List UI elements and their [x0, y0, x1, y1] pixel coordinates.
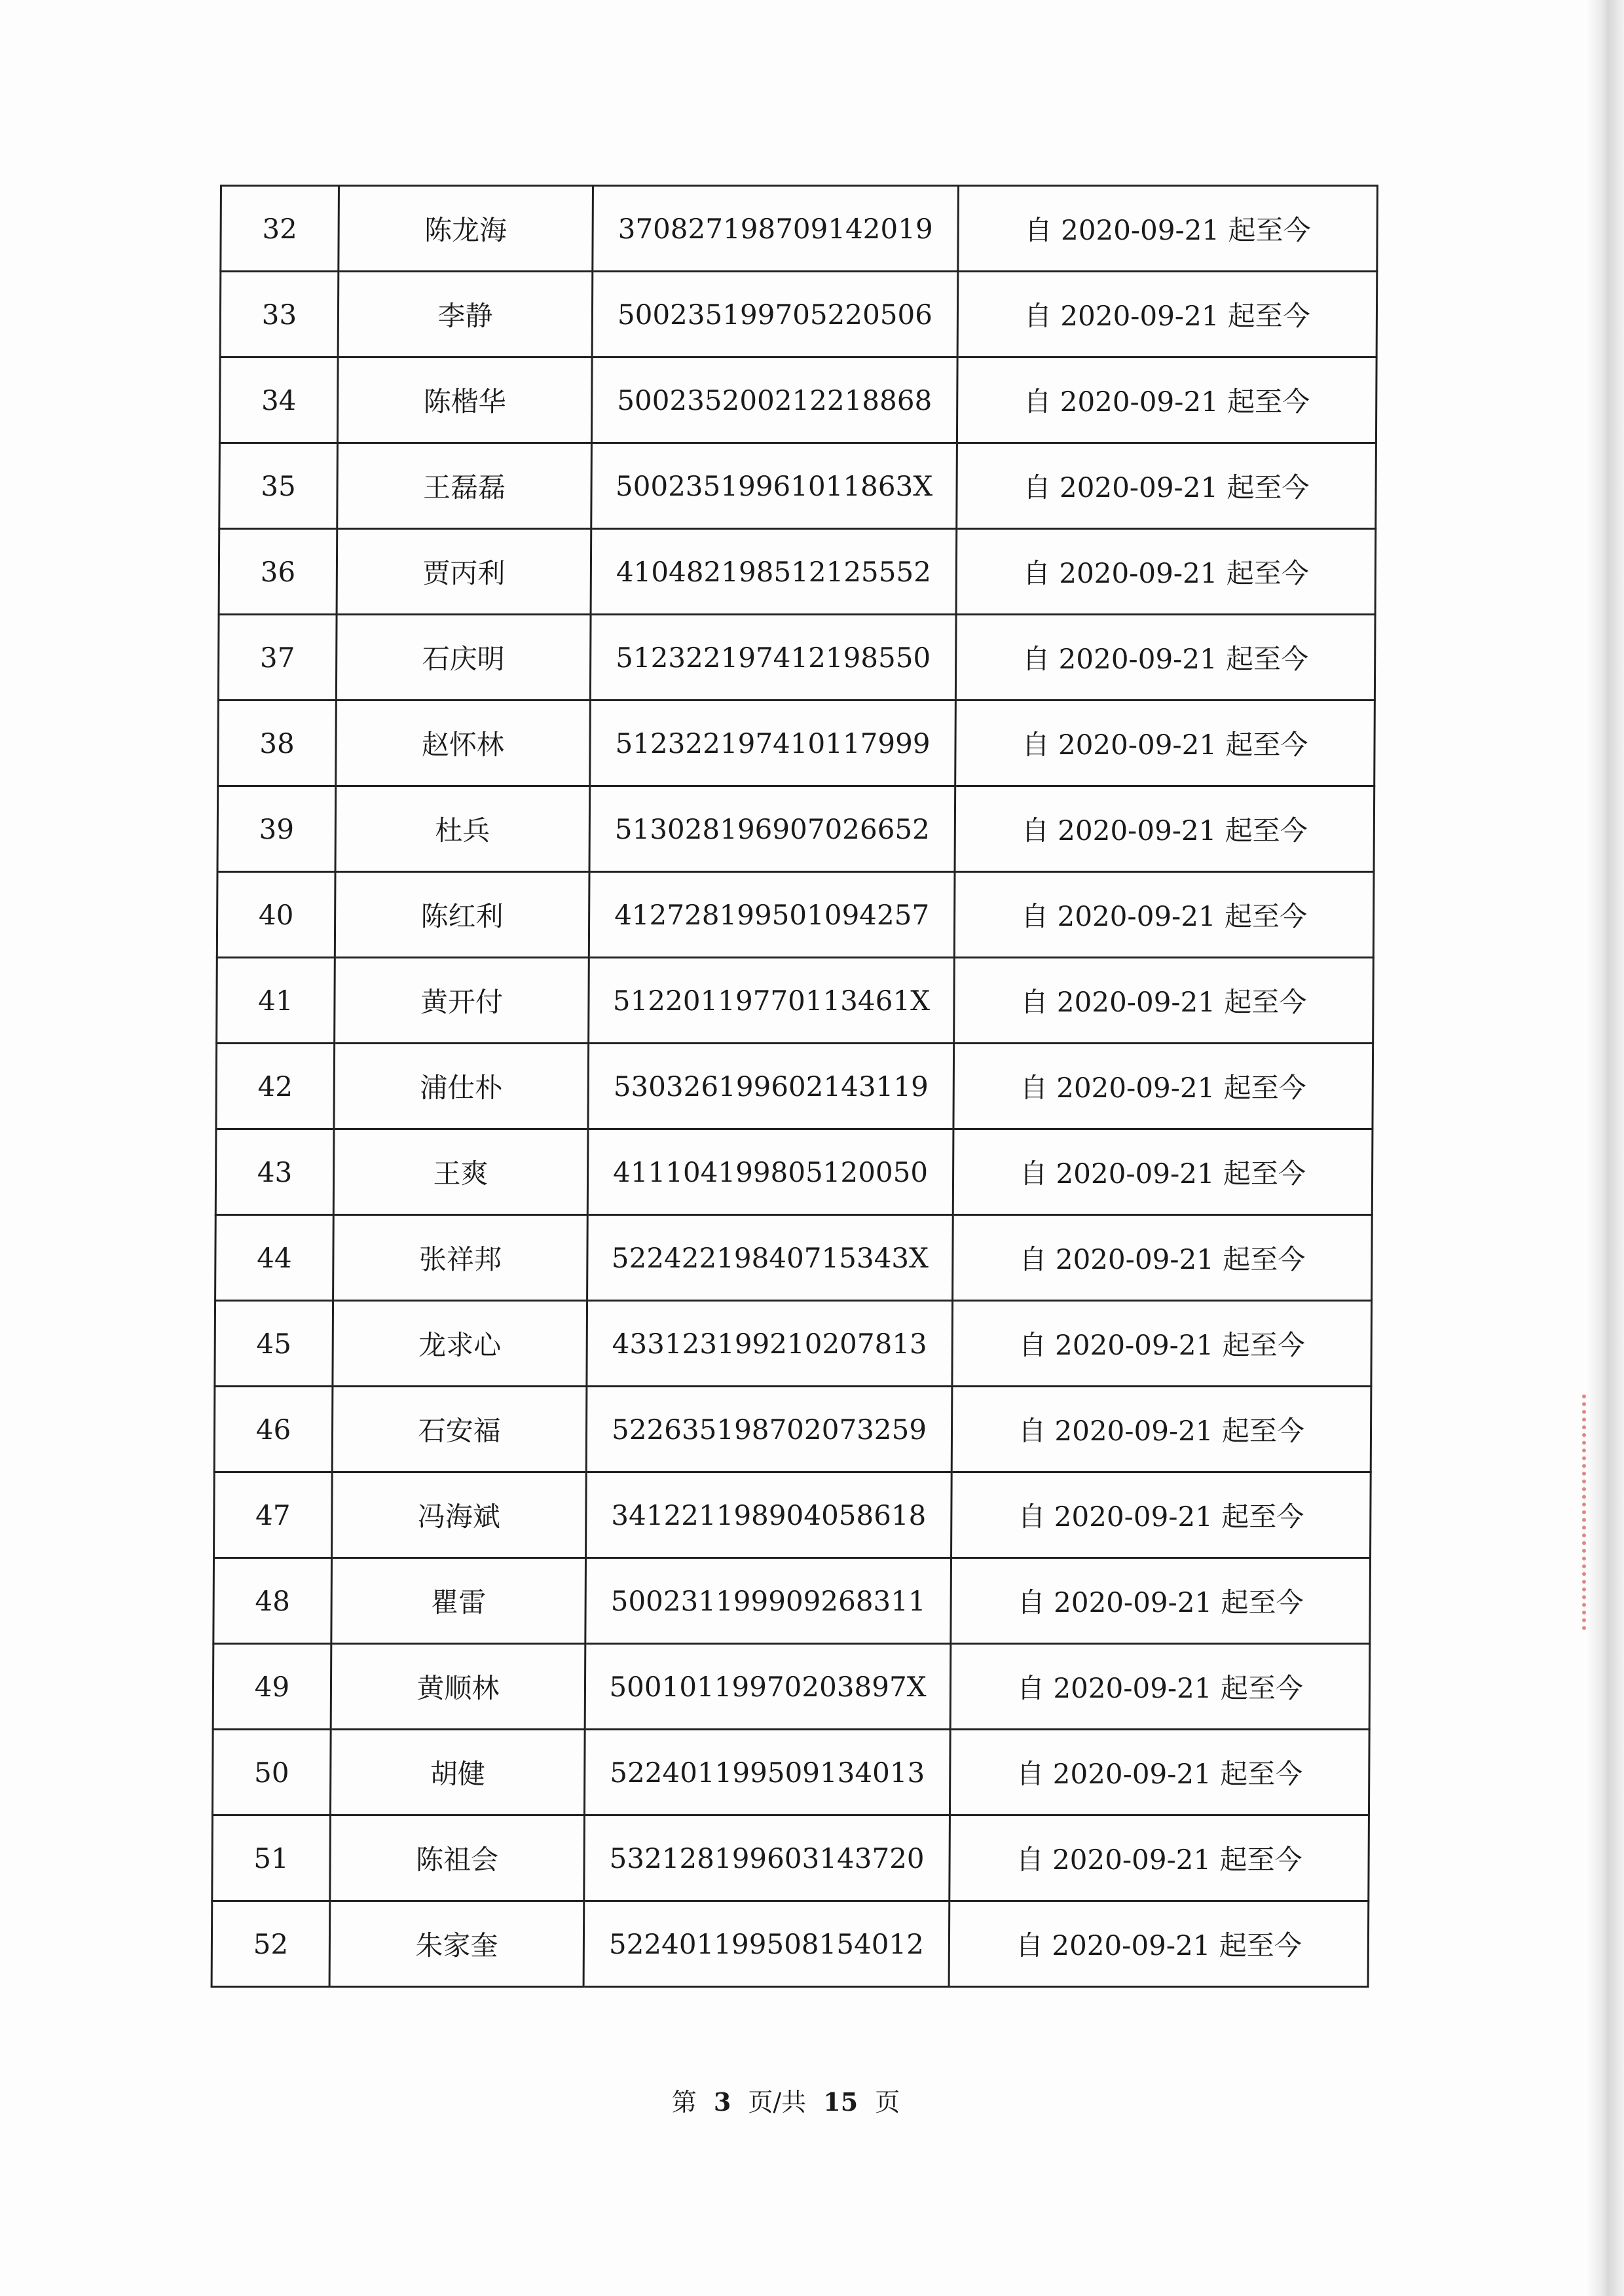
row-number-cell: 48	[213, 1558, 332, 1644]
id-number-cell: 512322197412198550	[590, 615, 956, 701]
period-cell: 自 2020-09-21 起至今	[953, 1129, 1373, 1215]
table-row	[214, 1387, 1371, 1472]
name-cell: 浦仕朴	[334, 1044, 589, 1129]
period-cell: 自 2020-09-21 起至今	[951, 1558, 1371, 1644]
period-cell: 自 2020-09-21 起至今	[955, 786, 1375, 872]
row-number-cell: 47	[214, 1472, 333, 1558]
table-row	[217, 872, 1374, 958]
period-cell: 自 2020-09-21 起至今	[954, 872, 1374, 958]
id-number-cell: 370827198709142019	[593, 186, 959, 272]
id-number-cell: 433123199210207813	[587, 1301, 953, 1387]
row-number-cell: 38	[218, 701, 337, 786]
page-footer	[0, 2082, 1572, 2118]
row-number-cell: 40	[217, 872, 335, 958]
table-row	[215, 1215, 1373, 1301]
id-number-cell: 411104199805120050	[587, 1129, 953, 1215]
roster-table-container	[211, 185, 1376, 1988]
name-cell: 王爽	[333, 1129, 588, 1215]
table-row	[215, 1129, 1373, 1215]
table-row	[216, 1044, 1373, 1129]
row-number-cell: 43	[215, 1129, 334, 1215]
table-row	[217, 786, 1375, 872]
id-number-cell: 522635198702073259	[586, 1387, 952, 1472]
period-cell: 自 2020-09-21 起至今	[949, 1901, 1369, 1987]
table-row	[221, 186, 1378, 272]
name-cell: 龙求心	[333, 1301, 587, 1387]
footer-suffix: 页	[875, 2088, 900, 2117]
id-number-cell: 500231199909268311	[585, 1558, 951, 1644]
id-number-cell: 500235199705220506	[592, 272, 958, 357]
period-cell: 自 2020-09-21 起至今	[953, 1215, 1373, 1301]
seal-stamp-edge	[1582, 1394, 1612, 1630]
row-number-cell: 35	[219, 443, 338, 529]
table-row	[219, 443, 1376, 529]
period-cell: 自 2020-09-21 起至今	[958, 186, 1378, 272]
roster-table-body	[212, 186, 1377, 1987]
name-cell: 陈龙海	[339, 186, 593, 272]
id-number-cell: 522401199508154012	[583, 1901, 950, 1987]
table-row	[218, 701, 1375, 786]
period-cell: 自 2020-09-21 起至今	[950, 1644, 1370, 1730]
table-row	[212, 1730, 1369, 1815]
id-number-cell: 52242219840715343X	[587, 1215, 953, 1301]
name-cell: 石庆明	[336, 615, 591, 701]
id-number-cell: 341221198904058618	[586, 1472, 952, 1558]
name-cell: 杜兵	[335, 786, 590, 872]
row-number-cell: 42	[216, 1044, 335, 1129]
row-number-cell: 37	[218, 615, 337, 701]
row-number-cell: 44	[215, 1215, 334, 1301]
id-number-cell: 50010119970203897X	[585, 1644, 951, 1730]
name-cell: 陈红利	[335, 872, 589, 958]
row-number-cell: 33	[220, 272, 339, 357]
name-cell: 陈祖会	[330, 1815, 585, 1901]
name-cell: 石安福	[332, 1387, 587, 1472]
roster-table	[211, 185, 1378, 1988]
id-number-cell: 512322197410117999	[590, 701, 956, 786]
scan-edge	[1585, 0, 1624, 2296]
row-number-cell: 39	[217, 786, 336, 872]
period-cell: 自 2020-09-21 起至今	[955, 615, 1375, 701]
footer-middle: 页/共	[748, 2088, 807, 2117]
name-cell: 冯海斌	[332, 1472, 587, 1558]
period-cell: 自 2020-09-21 起至今	[957, 272, 1377, 357]
id-number-cell: 50023519961011863X	[591, 443, 957, 529]
period-cell: 自 2020-09-21 起至今	[953, 1044, 1373, 1129]
id-number-cell: 500235200212218868	[591, 357, 957, 443]
footer-total-pages: 15	[823, 2087, 858, 2117]
table-row	[213, 1644, 1370, 1730]
table-row	[212, 1901, 1369, 1987]
name-cell: 黄顺林	[331, 1644, 585, 1730]
table-row	[215, 1301, 1372, 1387]
name-cell: 朱家奎	[329, 1901, 584, 1987]
footer-current-page: 3	[713, 2087, 731, 2117]
name-cell: 胡健	[330, 1730, 585, 1815]
name-cell: 赵怀林	[336, 701, 591, 786]
row-number-cell: 41	[217, 958, 335, 1044]
id-number-cell: 522401199509134013	[584, 1730, 950, 1815]
table-row	[220, 272, 1377, 357]
name-cell: 贾丙利	[337, 529, 591, 615]
row-number-cell: 50	[212, 1730, 331, 1815]
period-cell: 自 2020-09-21 起至今	[951, 1472, 1371, 1558]
row-number-cell: 52	[212, 1901, 330, 1987]
name-cell: 李静	[338, 272, 593, 357]
name-cell: 王磊磊	[337, 443, 592, 529]
footer-prefix: 第	[671, 2088, 697, 2117]
row-number-cell: 36	[219, 529, 337, 615]
period-cell: 自 2020-09-21 起至今	[952, 1301, 1372, 1387]
table-row	[213, 1558, 1371, 1644]
id-number-cell: 513028196907026652	[589, 786, 955, 872]
row-number-cell: 49	[213, 1644, 331, 1730]
table-row	[212, 1815, 1369, 1901]
name-cell: 黄开付	[335, 958, 589, 1044]
name-cell: 张祥邦	[333, 1215, 588, 1301]
period-cell: 自 2020-09-21 起至今	[951, 1387, 1371, 1472]
id-number-cell: 410482198512125552	[591, 529, 957, 615]
row-number-cell: 45	[215, 1301, 333, 1387]
id-number-cell: 412728199501094257	[589, 872, 955, 958]
name-cell: 陈楷华	[337, 357, 592, 443]
table-row	[217, 958, 1374, 1044]
id-number-cell: 532128199603143720	[584, 1815, 950, 1901]
period-cell: 自 2020-09-21 起至今	[957, 357, 1376, 443]
period-cell: 自 2020-09-21 起至今	[956, 529, 1376, 615]
row-number-cell: 32	[221, 186, 339, 272]
id-number-cell: 51220119770113461X	[589, 958, 955, 1044]
table-row	[218, 615, 1375, 701]
name-cell: 瞿雷	[331, 1558, 586, 1644]
period-cell: 自 2020-09-21 起至今	[950, 1730, 1369, 1815]
table-row	[219, 529, 1376, 615]
table-row	[219, 357, 1376, 443]
period-cell: 自 2020-09-21 起至今	[955, 701, 1375, 786]
period-cell: 自 2020-09-21 起至今	[950, 1815, 1369, 1901]
row-number-cell: 34	[219, 357, 338, 443]
period-cell: 自 2020-09-21 起至今	[957, 443, 1376, 529]
table-row	[214, 1472, 1371, 1558]
period-cell: 自 2020-09-21 起至今	[954, 958, 1374, 1044]
row-number-cell: 51	[212, 1815, 331, 1901]
row-number-cell: 46	[214, 1387, 333, 1472]
id-number-cell: 530326199602143119	[588, 1044, 954, 1129]
